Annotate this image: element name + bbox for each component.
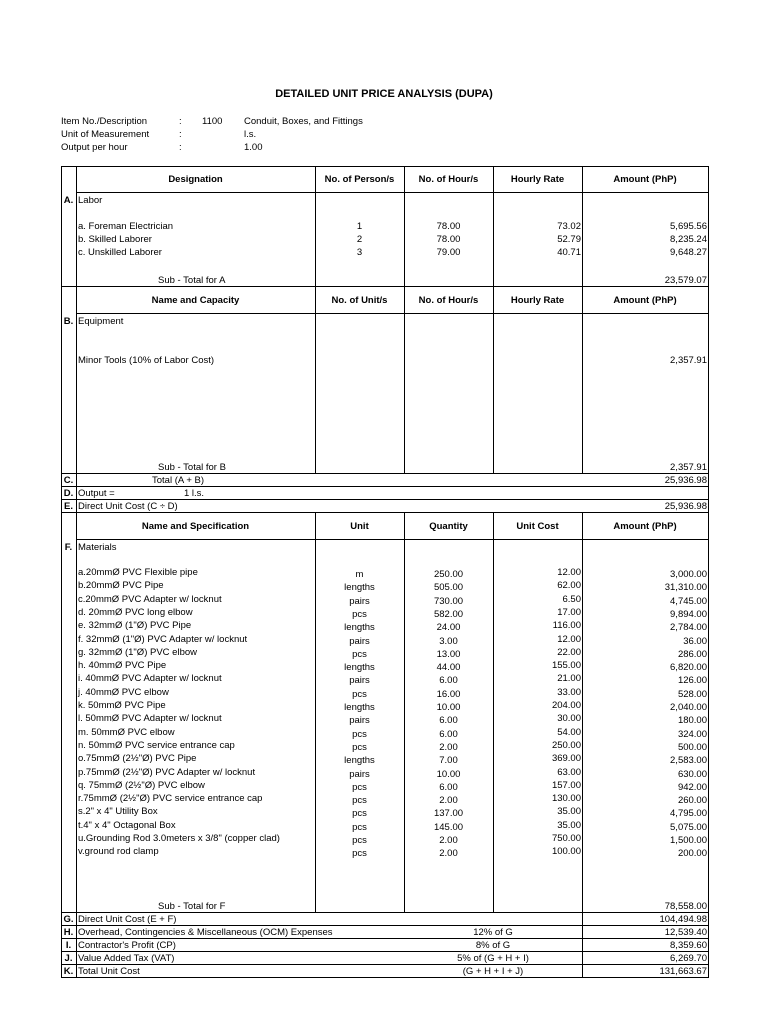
table-border-left: [61, 166, 62, 978]
equipment-header-rate: Hourly Rate: [510, 295, 565, 306]
material-row-unit-cost: 204.00: [551, 700, 581, 711]
section-letter: J.: [64, 953, 73, 964]
material-row-name: g. 32mmØ (1"Ø) PVC elbow: [78, 646, 197, 658]
summary-row-amount: 131,663.67: [659, 966, 707, 977]
summary-row-amount: 12,539.40: [664, 927, 707, 938]
material-row-name: b.20mmØ PVC Pipe: [78, 580, 164, 592]
material-row-unit: pairs: [349, 675, 370, 687]
rule: [76, 192, 709, 193]
material-row-unit-cost: 750.00: [551, 833, 581, 844]
material-row-unit: pcs: [352, 728, 367, 740]
material-row-unit-cost: 12.00: [557, 567, 581, 578]
material-row-quantity: 44.00: [436, 662, 461, 674]
output-label: Output per hour: [61, 142, 128, 153]
material-row-unit: pcs: [352, 848, 367, 860]
rule: [61, 286, 709, 287]
material-row-unit-cost: 22.00: [557, 646, 581, 658]
subtotal-f-value: 78,558.00: [664, 901, 707, 912]
materials-header-name: Name and Specification: [141, 521, 250, 532]
material-row-amount: 500.00: [677, 741, 707, 753]
rule: [493, 166, 494, 473]
labor-row-rate: 40.71: [557, 247, 581, 258]
labor-row-amount: 8,235.24: [670, 234, 707, 245]
direct-unit-cost-e-value: 25,936.98: [664, 501, 707, 512]
material-row-unit-cost: 250.00: [551, 739, 581, 751]
material-row-name: f. 32mmØ (1"Ø) PVC Adapter w/ locknut: [78, 633, 248, 645]
equipment-row-amount: 2,357.91: [670, 355, 707, 366]
material-row-name: a.20mmØ PVC Flexible pipe: [78, 567, 198, 578]
labor-header-persons: No. of Person/s: [324, 174, 395, 185]
labor-header-hours: No. of Hour/s: [418, 174, 479, 185]
materials-header-quantity: Quantity: [429, 521, 468, 532]
material-row-amount: 630.00: [677, 768, 707, 780]
rule: [76, 539, 709, 540]
section-letter: K.: [63, 966, 74, 977]
material-row-unit: pcs: [352, 608, 367, 620]
material-row-quantity: 10.00: [436, 702, 461, 713]
rule: [61, 499, 709, 500]
equipment-header-name: Name and Capacity: [151, 295, 240, 306]
material-row-amount: 2,784.00: [670, 622, 707, 634]
section-letter-a: A.: [63, 195, 74, 206]
material-row-name: r.75mmØ (2½"Ø) PVC service entrance cap: [78, 793, 263, 805]
section-label-labor: Labor: [78, 195, 103, 206]
summary-row-percentage: 5% of (G + H + I): [457, 953, 529, 964]
material-row-unit-cost: 6.50: [562, 593, 581, 605]
material-row-unit: pcs: [352, 781, 367, 793]
summary-row-percentage: (G + H + I + J): [462, 966, 524, 977]
section-letter: H.: [63, 927, 74, 938]
material-row-unit: pcs: [352, 808, 367, 820]
summary-row-label: Direct Unit Cost (E + F): [78, 914, 177, 925]
material-row-unit-cost: 63.00: [557, 766, 581, 778]
output-value: 1.00: [244, 142, 263, 153]
material-row-amount: 126.00: [677, 675, 707, 687]
summary-row-amount: 6,269.70: [670, 953, 707, 964]
output-row-value: 1 l.s.: [184, 488, 205, 499]
item-description: Conduit, Boxes, and Fittings: [244, 116, 363, 127]
material-row-name: n. 50mmØ PVC service entrance cap: [78, 739, 235, 751]
material-row-quantity: 7.00: [439, 755, 458, 767]
unit-colon: :: [179, 129, 182, 140]
material-row-amount: 1,500.00: [670, 835, 707, 846]
material-row-amount: 4,745.00: [670, 595, 707, 607]
material-row-unit: lengths: [344, 755, 375, 767]
material-row-unit: pairs: [349, 715, 370, 727]
rule: [61, 166, 709, 167]
rule: [76, 313, 709, 314]
material-row-quantity: 3.00: [439, 635, 458, 647]
summary-row-amount: 104,494.98: [659, 914, 707, 925]
material-row-name: s.2" x 4" Utility Box: [78, 806, 158, 818]
rule: [61, 512, 709, 513]
material-row-amount: 4,795.00: [670, 808, 707, 820]
material-row-quantity: 582.00: [433, 608, 464, 620]
material-row-name: h. 40mmØ PVC Pipe: [78, 660, 167, 672]
rule: [61, 951, 709, 952]
section-letter: I.: [65, 940, 72, 951]
material-row-quantity: 10.00: [436, 768, 461, 780]
material-row-quantity: 145.00: [433, 821, 464, 833]
equipment-header-amount: Amount (PhP): [613, 295, 677, 306]
material-row-quantity: 16.00: [436, 688, 461, 700]
section-letter-d: D.: [63, 488, 74, 499]
output-colon: :: [179, 142, 182, 153]
material-row-unit-cost: 54.00: [557, 726, 581, 738]
material-row-unit-cost: 35.00: [557, 806, 581, 818]
material-row-unit: pcs: [352, 795, 367, 807]
material-row-quantity: 730.00: [433, 595, 464, 607]
rule: [61, 912, 709, 913]
total-a-b-label: Total (A + B): [152, 475, 205, 486]
material-row-unit: pcs: [352, 741, 367, 753]
material-row-quantity: 2.00: [439, 741, 458, 753]
subtotal-a-label: Sub - Total for A: [158, 275, 226, 286]
labor-row-persons: 3: [356, 247, 363, 258]
material-row-quantity: 2.00: [439, 848, 458, 860]
material-row-unit-cost: 62.00: [557, 580, 581, 592]
section-label-materials: Materials: [78, 542, 117, 553]
rule: [61, 473, 709, 474]
material-row-unit: pcs: [352, 835, 367, 846]
material-row-name: c.20mmØ PVC Adapter w/ locknut: [78, 593, 222, 605]
material-row-amount: 2,583.00: [670, 755, 707, 767]
material-row-amount: 9,894.00: [670, 608, 707, 620]
item-code: 1100: [202, 116, 223, 127]
rule: [315, 166, 316, 473]
material-row-unit: lengths: [344, 662, 375, 674]
table-border-right: [708, 166, 709, 978]
material-row-quantity: 6.00: [439, 781, 458, 793]
material-row-quantity: 250.00: [433, 569, 464, 580]
labor-row-hours: 78.00: [436, 234, 461, 245]
section-letter-b: B.: [63, 316, 74, 327]
letter-column-line: [76, 166, 77, 978]
item-label: Item No./Description: [61, 116, 148, 127]
subtotal-b-label: Sub - Total for B: [158, 462, 226, 473]
material-row-unit-cost: 12.00: [557, 633, 581, 645]
labor-row-rate: 52.79: [557, 234, 581, 245]
equipment-header-units: No. of Unit/s: [331, 295, 388, 306]
rule: [404, 166, 405, 473]
material-row-unit-cost: 100.00: [551, 846, 581, 858]
material-row-unit: m: [355, 569, 364, 580]
material-row-quantity: 6.00: [439, 715, 458, 727]
material-row-unit-cost: 369.00: [551, 753, 581, 765]
material-row-unit: pcs: [352, 688, 367, 700]
material-row-name: q. 75mmØ (2½"Ø) PVC elbow: [78, 779, 205, 791]
material-row-unit: lengths: [344, 622, 375, 634]
material-row-name: d. 20mmØ PVC long elbow: [78, 606, 193, 618]
summary-row-amount: 8,359.60: [670, 940, 707, 951]
rule: [61, 964, 709, 965]
summary-row-percentage: 12% of G: [473, 927, 513, 938]
section-letter-e: E.: [64, 501, 73, 512]
rule: [61, 925, 709, 926]
material-row-amount: 260.00: [677, 795, 707, 807]
material-row-unit-cost: 35.00: [557, 819, 581, 831]
material-row-unit: pairs: [349, 768, 370, 780]
material-row-unit-cost: 116.00: [552, 620, 581, 632]
section-letter-c: C.: [63, 475, 74, 486]
material-row-name: k. 50mmØ PVC Pipe: [78, 700, 166, 711]
summary-row-label: Contractor's Profit (CP): [78, 940, 176, 951]
material-row-name: u.Grounding Rod 3.0meters x 3/8" (copper clad): [78, 833, 280, 844]
labor-header-designation: Designation: [168, 174, 223, 185]
material-row-amount: 6,820.00: [670, 662, 707, 674]
material-row-name: o.75mmØ (2½"Ø) PVC Pipe: [78, 753, 197, 765]
material-row-amount: 36.00: [683, 635, 707, 647]
material-row-quantity: 24.00: [436, 622, 461, 634]
section-letter: G.: [63, 914, 74, 925]
material-row-amount: 200.00: [677, 848, 707, 860]
material-row-unit: pairs: [349, 635, 370, 647]
unit-label: Unit of Measurement: [61, 129, 150, 140]
material-row-name: v.ground rod clamp: [78, 846, 159, 858]
summary-row-label: Overhead, Contingencies & Miscellaneous (OCM) Expenses: [78, 927, 333, 938]
materials-header-amount: Amount (PhP): [613, 521, 677, 532]
rule: [61, 486, 709, 487]
labor-row-persons: 1: [356, 221, 363, 232]
equipment-header-hours: No. of Hour/s: [418, 295, 479, 306]
subtotal-f-label: Sub - Total for F: [158, 901, 226, 912]
material-row-amount: 324.00: [677, 728, 707, 740]
material-row-amount: 5,075.00: [670, 821, 707, 833]
summary-row-label: Total Unit Cost: [78, 966, 140, 977]
material-row-amount: 528.00: [677, 688, 707, 700]
summary-row-percentage: 8% of G: [475, 940, 511, 951]
material-row-quantity: 6.00: [439, 728, 458, 740]
materials-header-unit: Unit: [350, 521, 369, 532]
material-row-amount: 31,310.00: [664, 582, 707, 594]
material-row-unit-cost: 157.00: [551, 779, 581, 791]
material-row-unit-cost: 33.00: [557, 686, 581, 698]
material-row-unit: lengths: [344, 702, 375, 713]
material-row-unit-cost: 17.00: [557, 606, 581, 618]
material-row-name: e. 32mmØ (1"Ø) PVC Pipe: [78, 620, 192, 632]
material-row-amount: 180.00: [677, 715, 707, 727]
unit-value: l.s.: [244, 129, 257, 140]
total-a-b-value: 25,936.98: [664, 475, 707, 486]
labor-row-name: b. Skilled Laborer: [78, 234, 152, 245]
material-row-amount: 3,000.00: [670, 569, 707, 580]
output-row-label: Output =: [78, 488, 115, 499]
material-row-unit-cost: 21.00: [557, 673, 581, 685]
rule: [61, 938, 709, 939]
labor-row-name: a. Foreman Electrician: [78, 221, 174, 232]
material-row-name: t.4" x 4" Octagonal Box: [78, 819, 176, 831]
rule: [582, 166, 583, 473]
material-row-name: l. 50mmØ PVC Adapter w/ locknut: [78, 713, 222, 725]
material-row-unit: pairs: [349, 595, 370, 607]
labor-row-name: c. Unskilled Laborer: [78, 247, 162, 258]
item-colon: :: [179, 116, 182, 127]
rule: [61, 977, 709, 978]
material-row-unit: pcs: [352, 821, 367, 833]
equipment-row-name: Minor Tools (10% of Labor Cost): [78, 355, 215, 366]
material-row-quantity: 2.00: [439, 795, 458, 807]
material-row-quantity: 137.00: [433, 808, 464, 820]
material-row-name: i. 40mmØ PVC Adapter w/ locknut: [78, 673, 222, 685]
section-letter-f: F.: [64, 542, 73, 553]
labor-row-amount: 9,648.27: [670, 247, 707, 258]
labor-row-hours: 78.00: [436, 221, 461, 232]
materials-header-unit-cost: Unit Cost: [516, 521, 559, 532]
material-row-quantity: 505.00: [433, 582, 464, 594]
material-row-unit-cost: 155.00: [551, 660, 581, 672]
labor-row-rate: 73.02: [557, 221, 581, 232]
material-row-quantity: 6.00: [439, 675, 458, 687]
material-row-unit-cost: 130.00: [551, 793, 581, 805]
material-row-quantity: 2.00: [439, 835, 458, 846]
labor-header-rate: Hourly Rate: [510, 174, 565, 185]
labor-row-amount: 5,695.56: [670, 221, 707, 232]
material-row-unit-cost: 30.00: [557, 713, 581, 725]
material-row-amount: 942.00: [677, 781, 707, 793]
summary-row-label: Value Added Tax (VAT): [78, 953, 175, 964]
material-row-name: j. 40mmØ PVC elbow: [78, 686, 169, 698]
labor-row-hours: 79.00: [436, 247, 461, 258]
labor-row-persons: 2: [356, 234, 363, 245]
material-row-name: m. 50mmØ PVC elbow: [78, 726, 175, 738]
material-row-quantity: 13.00: [436, 648, 461, 660]
material-row-unit: pcs: [352, 648, 367, 660]
subtotal-a-value: 23,579.07: [664, 275, 707, 286]
material-row-amount: 286.00: [677, 648, 707, 660]
subtotal-b-value: 2,357.91: [670, 462, 707, 473]
page-title: DETAILED UNIT PRICE ANALYSIS (DUPA): [275, 88, 493, 100]
section-label-equipment: Equipment: [78, 316, 124, 327]
direct-unit-cost-e-label: Direct Unit Cost (C ÷ D): [78, 501, 178, 512]
material-row-name: p.75mmØ (2½"Ø) PVC Adapter w/ locknut: [78, 766, 256, 778]
material-row-unit: lengths: [344, 582, 375, 594]
material-row-amount: 2,040.00: [670, 702, 707, 713]
labor-header-amount: Amount (PhP): [613, 174, 677, 185]
